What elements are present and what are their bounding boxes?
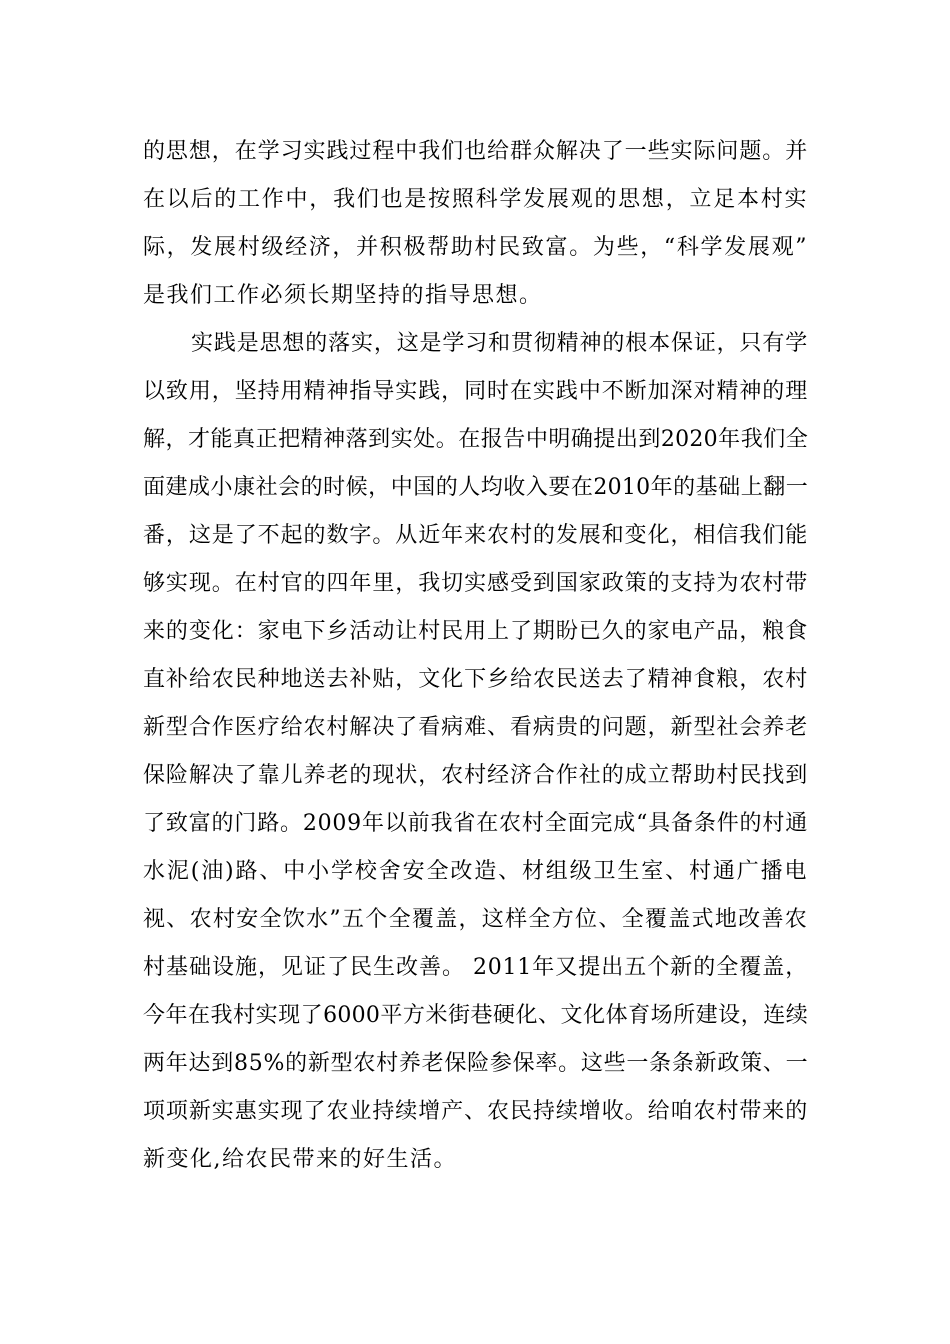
text-line: 直补给农民种地送去补贴，文化下乡给农民送去了精神食粮，农村	[143, 667, 808, 692]
document-body	[143, 128, 808, 1184]
text-line: 水泥(油)路、中小学校舍安全改造、材组级卫生室、村通广播电	[143, 859, 808, 884]
text-line: 番，这是了不起的数字。从近年来农村的发展和变化，相信我们能	[143, 523, 808, 548]
text-line: 项项新实惠实现了农业持续增产、农民持续增收。给咱农村带来的	[143, 1099, 808, 1124]
text-line: 够实现。在村官的四年里，我切实感受到国家政策的支持为农村带	[143, 571, 808, 596]
text-line: 新变化,给农民带来的好生活。	[143, 1147, 457, 1172]
text-line: 了致富的门路。2009年以前我省在农村全面完成“具备条件的村通	[143, 811, 808, 836]
text-line: 以致用，坚持用精神指导实践，同时在实践中不断加深对精神的理	[143, 379, 808, 404]
paragraph-2	[143, 320, 808, 1184]
paragraph-1	[143, 128, 808, 320]
text-line: 保险解决了靠儿养老的现状，农村经济合作社的成立帮助村民找到	[143, 763, 808, 788]
text-line: 是我们工作必须长期坚持的指导思想。	[143, 283, 543, 308]
text-line: 解，才能真正把精神落到实处。在报告中明确提出到2020年我们全	[143, 427, 808, 452]
text-line: 面建成小康社会的时候，中国的人均收入要在2010年的基础上翻一	[143, 475, 808, 500]
text-line: 新型合作医疗给农村解决了看病难、看病贵的问题，新型社会养老	[143, 715, 808, 740]
text-line: 来的变化：家电下乡活动让村民用上了期盼已久的家电产品，粮食	[143, 619, 808, 644]
text-line: 今年在我村实现了6000平方米街巷硬化、文化体育场所建设，连续	[143, 1003, 808, 1028]
text-line: 际，发展村级经济，并积极帮助村民致富。为些，“科学发展观”	[143, 235, 808, 260]
text-line: 视、农村安全饮水”五个全覆盖，这样全方位、全覆盖式地改善农	[143, 907, 808, 932]
text-line: 两年达到85%的新型农村养老保险参保率。这些一条条新政策、一	[143, 1051, 809, 1076]
text-line: 在以后的工作中，我们也是按照科学发展观的思想，立足本村实	[143, 187, 808, 212]
text-line: 村基础设施，见证了民生改善。 2011年又提出五个新的全覆盖，	[143, 955, 808, 980]
text-line: 的思想，在学习实践过程中我们也给群众解决了一些实际问题。并	[143, 139, 808, 164]
text-line: 实践是思想的落实，这是学习和贯彻精神的根本保证，只有学	[191, 331, 808, 356]
